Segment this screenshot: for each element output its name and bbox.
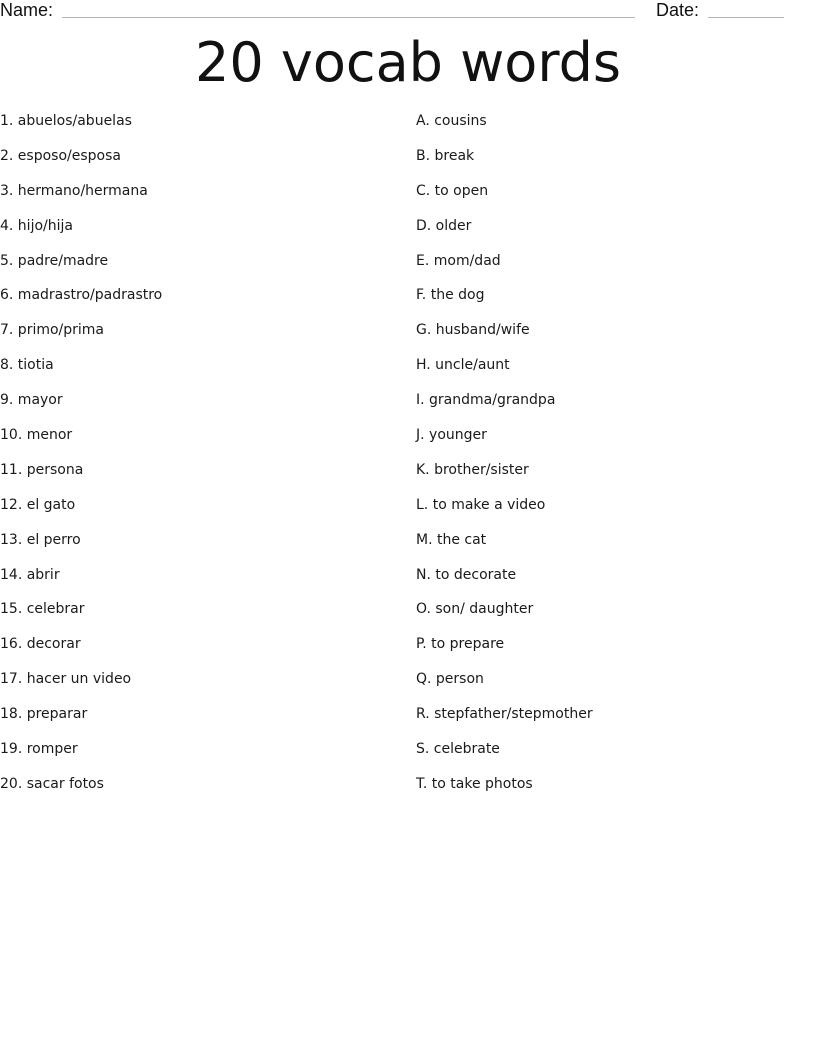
term-item: 18. preparar [0,706,88,723]
definition-item: C. to open [416,182,489,199]
definition-item: A. cousins [416,113,487,129]
term-item: 12. el gato [0,496,76,513]
term-item: 9. mayor [0,392,63,409]
term-item: 10. menor [0,427,73,444]
definition-item: L. to make a video [416,496,546,513]
definition-item: T. to take photos [416,775,533,792]
definition-item: N. to decorate [416,566,517,583]
term-item: 15. celebrar [0,601,85,618]
definition-item: E. mom/dad [416,252,501,269]
term-item: 7. primo/prima [0,322,105,339]
term-item: 17. hacer un video [0,671,132,688]
term-item: 4. hijo/hija [0,217,73,234]
definition-item: R. stepfather/stepmother [416,706,593,723]
term-item: 13. el perro [0,531,81,548]
definition-item: I. grandma/grandpa [416,392,556,409]
definition-item: F. the dog [416,287,485,304]
definitions-list [416,111,816,809]
name-label: Name: [0,0,54,20]
definition-item: K. brother/sister [416,461,529,478]
term-item: 20. sacar fotos [0,775,104,792]
definition-item: D. older [416,217,472,234]
name-blank-line [62,17,635,18]
term-item: 8. tiotia [0,357,54,374]
term-item: 14. abrir [0,566,60,583]
definition-item: M. the cat [416,531,487,548]
term-item: 2. esposo/esposa [0,147,121,164]
term-item: 6. madrastro/padrastro [0,287,163,304]
date-label: Date: [656,0,700,20]
worksheet-header [0,0,816,24]
page-title: 20 vocab words [195,31,621,94]
definition-item: G. husband/wife [416,322,530,339]
definition-item: H. uncle/aunt [416,357,510,374]
definition-item: S. celebrate [416,741,500,758]
terms-list [0,111,400,809]
term-item: 1. abuelos/abuelas [0,113,132,129]
term-item: 19. romper [0,741,78,758]
definition-item: B. break [416,147,475,164]
definition-item: Q. person [416,671,484,688]
term-item: 16. decorar [0,636,81,653]
definition-item: O. son/ daughter [416,601,534,618]
definition-item: J. younger [416,427,487,444]
term-item: 3. hermano/hermana [0,182,148,199]
date-blank-line [708,17,784,18]
term-item: 11. persona [0,461,84,478]
term-item: 5. padre/madre [0,252,109,269]
definition-item: P. to prepare [416,636,505,653]
